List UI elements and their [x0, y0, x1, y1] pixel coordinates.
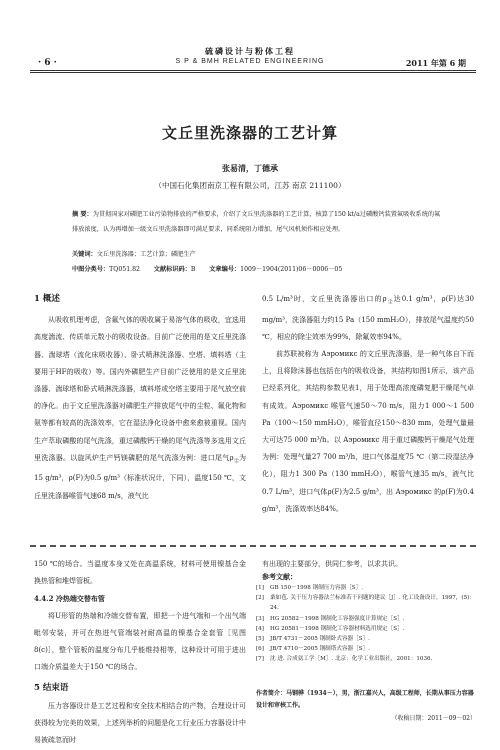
reference-item	[256, 634, 478, 644]
journal-name-cn: 硫磷设计与粉体工程	[205, 46, 295, 56]
section-1-text: 从吸收机理考虑，含氟气体的吸收属于易溶气体的吸收，宜选用高度湍流、传质单元数小的吸收设备。目前广泛使用的是文丘里洗涤器、湍球塔（流化床吸收器）、卧式喷淋洗涤器、空塔、填料塔（主要用于HF的吸收）等。国内外磷肥生产目前广泛使用的是文丘里洗涤器、湍球塔和卧式喷淋洗涤器，填料塔或空塔主要用于尾气放空前的净化。由于文丘里洗涤器对磷肥生产排放尾气中的尘粒、氟化物和氨等都有较高的洗涤效率，它在湿法净化设备中愈来愈被重视。国内生产萃取磷酸的尾气洗涤，重过磷酸钙干燥的尾气洗涤等多选用文丘里洗涤器。以旋风炉生产钙镁磷肥的尾气洗涤为例：进口尾气ρ	[34, 316, 246, 462]
reference-item	[256, 593, 478, 613]
cls-label: 中图分类号：	[72, 266, 110, 273]
subscript-dust: 尘	[233, 458, 239, 465]
keywords-text: 文丘里洗涤器；工艺计算；磷肥生产	[96, 251, 196, 258]
reference-number: [1]	[256, 585, 264, 591]
reference-text: GB 150－1998 钢制压力容器［S］.	[270, 585, 364, 591]
reference-text: JB/T 4710－2005 钢制塔式容器［S］.	[270, 646, 370, 653]
closing-sentence: 有出现的主要部分，供同仁参考，以求共识。	[262, 560, 402, 568]
doc-code-value: B	[190, 266, 196, 273]
references-list	[256, 583, 478, 665]
reference-number: [4]	[256, 625, 264, 632]
reference-item	[256, 583, 478, 593]
reference-text: HG 20582－1998 钢制化工容器强度计算规定［S］.	[270, 615, 405, 622]
reference-item	[256, 614, 478, 624]
right-paragraph-1	[262, 291, 474, 346]
reference-number: [3]	[256, 615, 264, 622]
subscript-dust-2: 尘	[386, 299, 394, 306]
references-heading: 参考文献：	[262, 572, 297, 581]
article-no-value: 1009－1904(2011)06－0006－05	[240, 266, 343, 273]
left-column-upper	[34, 291, 246, 505]
section-5-heading: 5 结束语	[34, 683, 69, 694]
header-rule-2	[30, 72, 476, 73]
header-rule	[30, 70, 476, 71]
keywords-label: 关键词：	[72, 251, 97, 258]
classification-row	[72, 264, 442, 273]
article-authors: 张易清，丁德承	[222, 163, 278, 173]
page-divider	[30, 545, 476, 547]
reference-text: 沈 进. 合成氨工学［M］. 北京：化学工业出版社，2001：1036.	[270, 656, 433, 663]
reference-number: [7]	[256, 656, 264, 663]
doc-code-label: 文献标识码：	[153, 266, 191, 273]
subsection-paragraph: 将U形管的热端和冷端交替布置，即把一个进气端和一个出气端毗邻安装，并可在热进气管端装衬耐高温的镍基合金套管［见图8(c)］，整个管板的温度分布几乎能维持相等，这种设计可用于进出口端介质温差大于150 ℃的场合。	[34, 611, 246, 672]
article-affiliation: （中国石化集团南京工程有限公司，江苏 南京 211100）	[154, 181, 346, 190]
right-column-lower	[262, 556, 474, 573]
reference-text: JB/T 4731－2005 钢制卧式容器［S］.	[270, 636, 370, 643]
journal-name-en: S P & BMH RELATED ENGINEERING	[175, 58, 325, 65]
page-number: · 6 ·	[38, 58, 57, 68]
right-paragraph-1-text: 0.5 L/m³时，文丘里洗涤器出口的ρ	[262, 295, 387, 303]
subsection-4-4-2: 4.4.2 冷热端交替布管	[34, 594, 105, 604]
right-paragraph-2: 前苏联被称为 Аэромикс 的文丘里洗涤器，是一种气体自下而上，且将除沫器也包括在内的吸收设备，其结构如图1所示，该产品已经系列化，其结构参数见表1，用于处理高浓度磷复肥干燥尾气卓有成效。Аэромикс 喉管气速50～70 m/s，阻力1 000～1 500 Pa（100～150 mmH₂O），喉管直径150～830 mm，处理气量最大可达75 000 m³/h。以 Аэромикс 用于重过磷酸钙干燥尾气处理为例：处理气量27 700 m³/h，进口气体温度75 ℃（第二段湿法净化），阻力1 300 Pa（130 mmH₂O），喉管气速35 m/s，液气比0.7 L/m³，进口气体ρ(F)为2.5 g/m³，出 Аэромикс 的ρ(F)为0.4 g/m³，洗涤效率达84%。	[262, 350, 474, 513]
reference-item	[256, 644, 478, 654]
abstract	[72, 207, 442, 237]
author-note: 作者简介：马钢骅（1934－），男，浙江嘉兴人，高级工程师，长期从事压力容器设计和审核工作。	[256, 690, 474, 709]
reference-item	[256, 624, 478, 634]
article-title: 文丘里洗涤器的工艺计算	[161, 124, 338, 142]
article-no-label: 文章编号：	[209, 266, 241, 273]
reference-number: [5]	[256, 636, 264, 643]
continued-paragraph: 150 ℃的场合。当温度本身又处在高温系统，材料可使用镍基合金换热管和堆焊管板。	[34, 560, 246, 586]
right-paragraph-1-tail: 达0.1 g/m³，ρ(F)达30 mg/m³，洗涤器阻力约15 Pa（150 mmH₂O），排放尾气温度约50 ℃，相应的除尘效率为99%，除氟效率94%。	[262, 295, 474, 341]
abstract-text: 为贯彻国家对磷肥工业污染物排放的严格要求，介绍了文丘里洗涤器的工艺计算，核算了150 kt/a过磷酸钙装置氟吸收系统的氟排放浓度，认为再增加一级文丘里洗涤器即可满足要求，同系统阻力增加，尾气风机须作相应处理。	[72, 211, 441, 233]
cls-value: TQ051.82	[109, 266, 140, 273]
section-1-heading: 1 概述	[34, 294, 60, 304]
section-1-text-tail: 为15 g/m³，ρ(F)为0.5 g/m³（标准状况计，下同），温度150 ℃，文丘里洗涤器喉管气速68 m/s，液气比	[34, 453, 246, 500]
left-column-lower	[34, 556, 246, 749]
reference-number: [6]	[256, 646, 264, 653]
right-column-upper	[262, 291, 474, 518]
keywords	[72, 249, 442, 258]
conclusion-paragraph: 压力容器设计是工艺过程和安全技术相结合的产物，合理设计可获得较为完美的效果，上述列举析的问题是化工行业压力容器设计中易被疏忽而时	[34, 701, 246, 745]
issue-label: 2011 年第 6 期	[405, 58, 466, 68]
reference-item	[256, 654, 478, 664]
reference-text: 桑如苞. 关于压力容器法兰标准若干问题的建议［J］. 化工设备设计，1997，(5)：24.	[270, 595, 475, 612]
reference-text: HG 20581－1998 钢制化工容器材料选用规定［S］.	[270, 625, 405, 632]
reference-number: [2]	[256, 595, 264, 602]
received-date: （收稿日期：2011－09－02）	[391, 715, 476, 722]
section-1-paragraph	[34, 312, 246, 505]
abstract-label: 摘 要：	[72, 211, 93, 218]
